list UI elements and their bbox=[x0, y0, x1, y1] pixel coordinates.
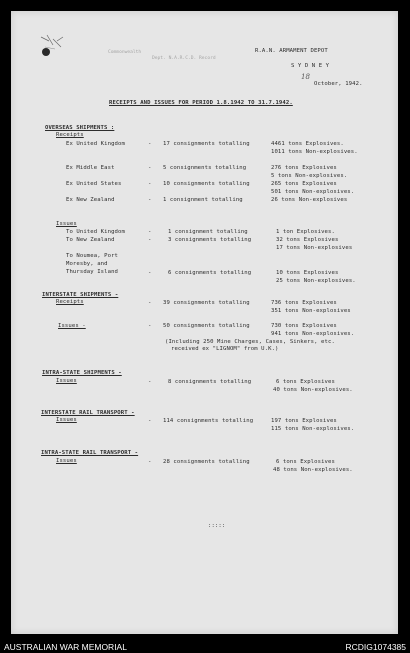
tonnage-line: 6 tons Explosives bbox=[276, 379, 335, 385]
source-label: Ex New Zealand bbox=[66, 197, 115, 203]
tonnage-line: 351 tons Non-explosives bbox=[271, 308, 351, 314]
tonnage-line: 17 tons Non-explosives bbox=[276, 245, 353, 251]
tonnage-line: 25 tons Non-explosives. bbox=[276, 278, 356, 284]
document-sheet bbox=[11, 11, 398, 634]
destination-label: Thursday Island bbox=[66, 269, 119, 275]
consignment-text: 6 consignments totalling bbox=[168, 270, 252, 276]
label-issues: Issues - bbox=[58, 323, 86, 329]
dash: - bbox=[148, 165, 152, 171]
tonnage-line: 115 tons Non-explosives. bbox=[271, 426, 355, 432]
consignment-text: 5 consignments totalling bbox=[163, 165, 247, 171]
dash: - bbox=[148, 418, 152, 424]
tonnage-line: 32 tons Explosives bbox=[276, 237, 339, 243]
note-line: (Including 250 Mine Charges, Cases, Sinkers, etc. bbox=[165, 339, 335, 345]
source-label: Ex Middle East bbox=[66, 165, 115, 171]
document-title: RECEIPTS AND ISSUES FOR PERIOD 1.8.1942 TO 31.7.1942. bbox=[109, 100, 293, 106]
footer-id: RCDIG1074385 bbox=[345, 642, 406, 652]
consignment-text: 8 consignments totalling bbox=[168, 379, 252, 385]
dash: - bbox=[148, 181, 152, 187]
tonnage-line: 5 tons Non-explosives. bbox=[271, 173, 348, 179]
faded-stamp bbox=[108, 49, 226, 63]
end-mark: ::::: bbox=[208, 523, 226, 529]
label-receipts: Receipts bbox=[56, 299, 84, 305]
consignment-text: 10 consignments totalling bbox=[163, 181, 250, 187]
source-label: Ex United States bbox=[66, 181, 122, 187]
consignment-text: 1 consignment totalling bbox=[163, 197, 243, 203]
consignment-text: 50 consignments totalling bbox=[163, 323, 250, 329]
dash: - bbox=[148, 379, 152, 385]
tonnage-line: 197 tons Explosives bbox=[271, 418, 337, 424]
tonnage-line: 10 tons Explosives bbox=[276, 270, 339, 276]
archive-footer bbox=[0, 640, 410, 653]
tonnage-line: 1011 tons Non-explosives. bbox=[271, 149, 358, 155]
label-issues: Issues bbox=[56, 417, 77, 423]
label-receipts: Receipts bbox=[56, 132, 84, 138]
stamp-line-2: Dept. N.A.R.C.D. Record bbox=[152, 56, 216, 61]
section-heading-intrastate-rail: INTRA-STATE RAIL TRANSPORT - bbox=[41, 450, 139, 456]
tonnage-line: 1 ton Explosives. bbox=[276, 229, 335, 235]
stamp-line-1: Commonwealth bbox=[108, 50, 142, 55]
destination-label: To United Kingdom bbox=[66, 229, 125, 235]
tonnage-line: 6 tons Explosives bbox=[276, 459, 335, 465]
section-heading-intrastate-shipments: INTRA-STATE SHIPMENTS - bbox=[42, 370, 122, 376]
section-heading-interstate: INTERSTATE SHIPMENTS - bbox=[42, 292, 119, 298]
tonnage-line: 736 tons Explosives bbox=[271, 300, 337, 306]
consignment-text: 17 consignments totalling bbox=[163, 141, 250, 147]
footer-source: AUSTRALIAN WAR MEMORIAL bbox=[4, 642, 127, 652]
consignment-text: 114 consignments totalling bbox=[163, 418, 254, 424]
dash: - bbox=[148, 197, 152, 203]
tonnage-line: 4461 tons Explosives. bbox=[271, 141, 344, 147]
dash: - bbox=[148, 323, 152, 329]
unit-name: R.A.N. ARMAMENT DEPOT bbox=[255, 48, 328, 54]
consignment-text: 3 consignments totalling bbox=[168, 237, 252, 243]
consignment-text: 1 consignment totalling bbox=[168, 229, 248, 235]
tonnage-line: 48 tons Non-explosives. bbox=[273, 467, 353, 473]
dash: - bbox=[148, 270, 152, 276]
dash: - bbox=[148, 237, 152, 243]
tonnage-line: 276 tons Explosives bbox=[271, 165, 337, 171]
consignment-text: 28 consignments totalling bbox=[163, 459, 250, 465]
section-heading-interstate-rail: INTERSTATE RAIL TRANSPORT - bbox=[41, 410, 135, 416]
source-label: Ex United Kingdom bbox=[66, 141, 125, 147]
note-line: received ex "LIGNOM" from U.K.) bbox=[171, 346, 279, 352]
tonnage-line: 265 tons Explosives bbox=[271, 181, 337, 187]
destination-label: Moresby, and bbox=[66, 261, 108, 267]
document-date: October, 1942. bbox=[314, 81, 363, 87]
place-name: S Y D N E Y bbox=[291, 63, 330, 69]
label-issues: Issues bbox=[56, 221, 77, 227]
destination-label: To New Zealand bbox=[66, 237, 115, 243]
punch-hole bbox=[42, 48, 50, 56]
tonnage-line: 26 tons Non-explosives bbox=[271, 197, 348, 203]
dash: - bbox=[148, 229, 152, 235]
tonnage-line: 40 tons Non-explosives. bbox=[273, 387, 353, 393]
tonnage-line: 730 tons Explosives bbox=[271, 323, 337, 329]
tonnage-line: 941 tons Non-explosives. bbox=[271, 331, 355, 337]
tonnage-line: 501 tons Non-explosives. bbox=[271, 189, 355, 195]
handwritten-day: 18 bbox=[301, 73, 311, 81]
section-heading-overseas: OVERSEAS SHIPMENTS : bbox=[45, 125, 115, 131]
dash: - bbox=[148, 300, 152, 306]
label-issues: Issues bbox=[56, 458, 77, 464]
dash: - bbox=[148, 459, 152, 465]
destination-label: To Noumea, Port bbox=[66, 253, 119, 259]
label-issues: Issues bbox=[56, 378, 77, 384]
consignment-text: 39 consignments totalling bbox=[163, 300, 250, 306]
dash: - bbox=[148, 141, 152, 147]
